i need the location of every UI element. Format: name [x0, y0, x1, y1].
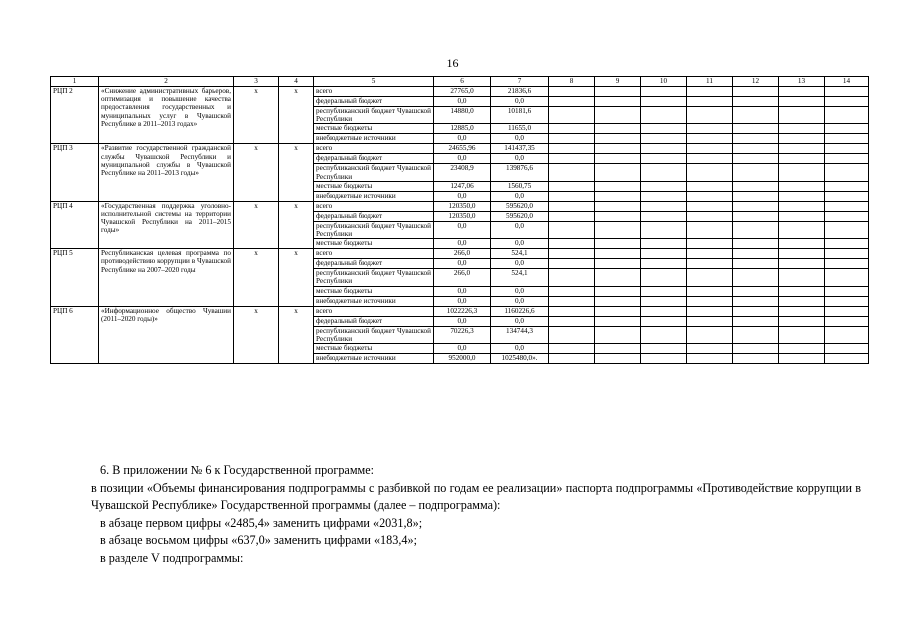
empty-cell: [641, 201, 687, 211]
value-col6: 0,0: [434, 344, 491, 354]
empty-cell: [549, 269, 595, 286]
value-col6: 266,0: [434, 249, 491, 259]
empty-cell: [825, 97, 869, 107]
empty-cell: [825, 201, 869, 211]
empty-cell: [641, 316, 687, 326]
empty-cell: [549, 316, 595, 326]
funding-source: федеральный бюджет: [314, 211, 434, 221]
empty-cell: [595, 286, 641, 296]
empty-cell: [595, 154, 641, 164]
empty-cell: [641, 107, 687, 124]
empty-cell: [641, 221, 687, 238]
empty-cell: [595, 181, 641, 191]
value-col6: 23408,9: [434, 164, 491, 181]
value-col7: 0,0: [491, 316, 549, 326]
empty-cell: [549, 164, 595, 181]
col3-value: х: [234, 306, 279, 363]
empty-cell: [595, 296, 641, 306]
empty-cell: [687, 164, 733, 181]
empty-cell: [549, 144, 595, 154]
empty-cell: [595, 144, 641, 154]
empty-cell: [641, 181, 687, 191]
funding-source: федеральный бюджет: [314, 97, 434, 107]
empty-cell: [641, 154, 687, 164]
empty-cell: [825, 344, 869, 354]
empty-cell: [549, 134, 595, 144]
value-col7: 10181,6: [491, 107, 549, 124]
empty-cell: [549, 249, 595, 259]
empty-cell: [779, 144, 825, 154]
col4-value: х: [279, 249, 314, 306]
empty-cell: [595, 344, 641, 354]
empty-cell: [825, 144, 869, 154]
empty-cell: [687, 286, 733, 296]
empty-cell: [825, 286, 869, 296]
empty-cell: [687, 97, 733, 107]
empty-cell: [825, 221, 869, 238]
empty-cell: [641, 124, 687, 134]
empty-cell: [733, 221, 779, 238]
empty-cell: [595, 269, 641, 286]
empty-cell: [733, 107, 779, 124]
empty-cell: [549, 107, 595, 124]
empty-cell: [733, 249, 779, 259]
page-number: 16: [446, 56, 459, 70]
empty-cell: [595, 221, 641, 238]
funding-source: местные бюджеты: [314, 239, 434, 249]
empty-cell: [733, 191, 779, 201]
empty-cell: [825, 181, 869, 191]
value-col6: 120350,0: [434, 201, 491, 211]
funding-source: республиканский бюджет Чувашской Республики: [314, 269, 434, 286]
value-col6: 24655,96: [434, 144, 491, 154]
empty-cell: [595, 239, 641, 249]
value-col6: 0,0: [434, 286, 491, 296]
empty-cell: [779, 286, 825, 296]
empty-cell: [825, 306, 869, 316]
value-col7: 0,0: [491, 191, 549, 201]
value-col6: 0,0: [434, 221, 491, 238]
funding-table: [50, 76, 869, 364]
empty-cell: [687, 239, 733, 249]
empty-cell: [687, 296, 733, 306]
empty-cell: [641, 134, 687, 144]
empty-cell: [595, 354, 641, 364]
empty-cell: [825, 354, 869, 364]
paragraph: в разделе V подпрограммы:: [100, 550, 244, 565]
value-col7: 524,1: [491, 269, 549, 286]
program-code: РЦП 5: [51, 249, 99, 306]
value-col7: 0,0: [491, 259, 549, 269]
funding-source: всего: [314, 87, 434, 97]
empty-cell: [779, 201, 825, 211]
value-col6: 70226,3: [434, 326, 491, 343]
empty-cell: [595, 249, 641, 259]
empty-cell: [687, 201, 733, 211]
value-col6: 1247,06: [434, 181, 491, 191]
empty-cell: [641, 211, 687, 221]
column-header: 10: [641, 77, 687, 87]
empty-cell: [641, 269, 687, 286]
value-col6: 0,0: [434, 259, 491, 269]
value-col6: 0,0: [434, 296, 491, 306]
empty-cell: [733, 306, 779, 316]
empty-cell: [825, 107, 869, 124]
empty-cell: [733, 124, 779, 134]
empty-cell: [779, 259, 825, 269]
column-header: 14: [825, 77, 869, 87]
empty-cell: [687, 124, 733, 134]
empty-cell: [687, 144, 733, 154]
value-col7: 1160226,6: [491, 306, 549, 316]
empty-cell: [549, 221, 595, 238]
empty-cell: [549, 87, 595, 97]
empty-cell: [641, 354, 687, 364]
value-col7: 139876,6: [491, 164, 549, 181]
value-col7: 1025480,0».: [491, 354, 549, 364]
empty-cell: [733, 286, 779, 296]
empty-cell: [733, 181, 779, 191]
table-row: [51, 87, 869, 97]
empty-cell: [641, 296, 687, 306]
col3-value: х: [234, 87, 279, 144]
empty-cell: [595, 316, 641, 326]
col3-value: х: [234, 249, 279, 306]
empty-cell: [825, 296, 869, 306]
empty-cell: [549, 201, 595, 211]
empty-cell: [595, 191, 641, 201]
empty-cell: [733, 154, 779, 164]
empty-cell: [825, 87, 869, 97]
value-col7: 0,0: [491, 97, 549, 107]
empty-cell: [779, 97, 825, 107]
empty-cell: [825, 191, 869, 201]
empty-cell: [595, 124, 641, 134]
empty-cell: [779, 181, 825, 191]
empty-cell: [825, 326, 869, 343]
column-header: 3: [234, 77, 279, 87]
empty-cell: [595, 87, 641, 97]
value-col7: 0,0: [491, 134, 549, 144]
col4-value: х: [279, 306, 314, 363]
column-header: 4: [279, 77, 314, 87]
empty-cell: [779, 124, 825, 134]
funding-source: федеральный бюджет: [314, 259, 434, 269]
column-header: 7: [491, 77, 549, 87]
empty-cell: [549, 344, 595, 354]
empty-cell: [641, 239, 687, 249]
empty-cell: [641, 87, 687, 97]
paragraph: в позиции «Объемы финансирования подпрограммы с разбивкой по годам ее реализации» паспорта подпрограммы «Противодействие коррупции в Чувашской Республике» Государственной программы (далее – подпрограмма):: [91, 480, 861, 512]
value-col6: 0,0: [434, 97, 491, 107]
funding-source: всего: [314, 201, 434, 211]
column-header: 13: [779, 77, 825, 87]
value-col6: 0,0: [434, 154, 491, 164]
empty-cell: [687, 221, 733, 238]
funding-source: всего: [314, 144, 434, 154]
value-col7: 595620,0: [491, 201, 549, 211]
empty-cell: [733, 144, 779, 154]
empty-cell: [733, 354, 779, 364]
empty-cell: [549, 154, 595, 164]
empty-cell: [687, 211, 733, 221]
funding-source: всего: [314, 306, 434, 316]
empty-cell: [641, 326, 687, 343]
empty-cell: [825, 211, 869, 221]
value-col6: 0,0: [434, 316, 491, 326]
empty-cell: [733, 296, 779, 306]
value-col6: 12885,0: [434, 124, 491, 134]
empty-cell: [549, 191, 595, 201]
empty-cell: [595, 107, 641, 124]
empty-cell: [825, 249, 869, 259]
empty-cell: [549, 239, 595, 249]
empty-cell: [779, 249, 825, 259]
empty-cell: [595, 211, 641, 221]
program-name: «Информационное общество Чувашии (2011–2020 годы)»: [99, 306, 234, 363]
empty-cell: [733, 211, 779, 221]
program-code: РЦП 3: [51, 144, 99, 201]
empty-cell: [733, 164, 779, 181]
empty-cell: [687, 154, 733, 164]
funding-source: республиканский бюджет Чувашской Республики: [314, 107, 434, 124]
empty-cell: [825, 259, 869, 269]
empty-cell: [687, 107, 733, 124]
value-col7: 11655,0: [491, 124, 549, 134]
value-col6: 0,0: [434, 134, 491, 144]
empty-cell: [779, 211, 825, 221]
empty-cell: [779, 87, 825, 97]
column-header: 12: [733, 77, 779, 87]
empty-cell: [779, 154, 825, 164]
empty-cell: [641, 306, 687, 316]
body-text: [91, 462, 861, 567]
value-col6: 14880,0: [434, 107, 491, 124]
empty-cell: [549, 211, 595, 221]
funding-source: местные бюджеты: [314, 286, 434, 296]
value-col7: 0,0: [491, 344, 549, 354]
empty-cell: [687, 191, 733, 201]
program-code: РЦП 6: [51, 306, 99, 363]
empty-cell: [641, 164, 687, 181]
column-header: 1: [51, 77, 99, 87]
empty-cell: [595, 306, 641, 316]
empty-cell: [687, 249, 733, 259]
table-row: [51, 249, 869, 259]
empty-cell: [549, 97, 595, 107]
value-col6: 0,0: [434, 239, 491, 249]
funding-source: внебюджетные источники: [314, 134, 434, 144]
empty-cell: [641, 259, 687, 269]
value-col7: 21836,6: [491, 87, 549, 97]
empty-cell: [595, 164, 641, 181]
col4-value: х: [279, 201, 314, 248]
empty-cell: [687, 344, 733, 354]
program-code: РЦП 4: [51, 201, 99, 248]
empty-cell: [687, 181, 733, 191]
value-col7: 141437,35: [491, 144, 549, 154]
empty-cell: [549, 286, 595, 296]
funding-source: республиканский бюджет Чувашской Республики: [314, 164, 434, 181]
empty-cell: [733, 269, 779, 286]
value-col7: 0,0: [491, 154, 549, 164]
paragraph: 6. В приложении № 6 к Государственной программе:: [100, 463, 375, 477]
paragraph: в абзаце первом цифры «2485,4» заменить цифрами «2031,8»;: [100, 515, 423, 530]
funding-source: федеральный бюджет: [314, 154, 434, 164]
empty-cell: [733, 201, 779, 211]
empty-cell: [595, 134, 641, 144]
empty-cell: [825, 154, 869, 164]
funding-source: местные бюджеты: [314, 344, 434, 354]
empty-cell: [641, 286, 687, 296]
col3-value: х: [234, 144, 279, 201]
value-col6: 952000,0: [434, 354, 491, 364]
program-name: «Снижение административных барьеров, оптимизация и повышение качества предоставления государственных и муниципальных услуг в Чувашской Республике в 2011–2013 годах»: [99, 87, 234, 144]
column-header: 5: [314, 77, 434, 87]
value-col7: 1560,75: [491, 181, 549, 191]
table-row: [51, 201, 869, 211]
col4-value: х: [279, 144, 314, 201]
empty-cell: [825, 134, 869, 144]
empty-cell: [733, 134, 779, 144]
empty-cell: [825, 124, 869, 134]
empty-cell: [779, 191, 825, 201]
value-col7: 0,0: [491, 221, 549, 238]
column-header: 9: [595, 77, 641, 87]
program-name: «Развитие государственной гражданской службы Чувашской Республики и муниципальной службы в Чувашской Республике на 2011–2013 годы»: [99, 144, 234, 201]
value-col7: 0,0: [491, 239, 549, 249]
value-col7: 0,0: [491, 296, 549, 306]
empty-cell: [687, 87, 733, 97]
empty-cell: [779, 316, 825, 326]
empty-cell: [733, 344, 779, 354]
value-col6: 266,0: [434, 269, 491, 286]
funding-source: внебюджетные источники: [314, 296, 434, 306]
empty-cell: [779, 269, 825, 286]
col4-value: х: [279, 87, 314, 144]
empty-cell: [687, 354, 733, 364]
empty-cell: [779, 344, 825, 354]
empty-cell: [825, 269, 869, 286]
column-header: 6: [434, 77, 491, 87]
empty-cell: [595, 259, 641, 269]
value-col7: 595620,0: [491, 211, 549, 221]
empty-cell: [779, 107, 825, 124]
table-row: [51, 306, 869, 316]
empty-cell: [825, 164, 869, 181]
value-col7: 0,0: [491, 286, 549, 296]
empty-cell: [549, 124, 595, 134]
value-col6: 1022226,3: [434, 306, 491, 316]
column-header: 11: [687, 77, 733, 87]
table-row: [51, 144, 869, 154]
empty-cell: [779, 296, 825, 306]
empty-cell: [549, 181, 595, 191]
funding-source: федеральный бюджет: [314, 316, 434, 326]
funding-source: местные бюджеты: [314, 124, 434, 134]
funding-source: внебюджетные источники: [314, 191, 434, 201]
empty-cell: [687, 269, 733, 286]
value-col6: 27765,0: [434, 87, 491, 97]
program-name: «Государственная поддержка уголовно-исполнительной системы на территории Чувашской Республики на 2011–2015 годы»: [99, 201, 234, 248]
funding-source: республиканский бюджет Чувашской Республики: [314, 221, 434, 238]
empty-cell: [641, 97, 687, 107]
funding-source: всего: [314, 249, 434, 259]
funding-source: республиканский бюджет Чувашской Республики: [314, 326, 434, 343]
empty-cell: [825, 316, 869, 326]
empty-cell: [549, 354, 595, 364]
empty-cell: [687, 134, 733, 144]
value-col7: 524,1: [491, 249, 549, 259]
table-header-row: [51, 77, 869, 87]
empty-cell: [641, 144, 687, 154]
column-header: 8: [549, 77, 595, 87]
empty-cell: [595, 326, 641, 343]
empty-cell: [549, 306, 595, 316]
empty-cell: [733, 326, 779, 343]
empty-cell: [779, 326, 825, 343]
empty-cell: [549, 326, 595, 343]
empty-cell: [779, 354, 825, 364]
empty-cell: [641, 249, 687, 259]
column-header: 2: [99, 77, 234, 87]
empty-cell: [595, 97, 641, 107]
empty-cell: [825, 239, 869, 249]
empty-cell: [779, 134, 825, 144]
empty-cell: [779, 164, 825, 181]
empty-cell: [549, 259, 595, 269]
program-code: РЦП 2: [51, 87, 99, 144]
funding-source: местные бюджеты: [314, 181, 434, 191]
empty-cell: [641, 191, 687, 201]
empty-cell: [549, 296, 595, 306]
empty-cell: [779, 221, 825, 238]
empty-cell: [733, 97, 779, 107]
empty-cell: [733, 316, 779, 326]
empty-cell: [687, 259, 733, 269]
empty-cell: [595, 201, 641, 211]
empty-cell: [733, 239, 779, 249]
value-col6: 0,0: [434, 191, 491, 201]
col3-value: х: [234, 201, 279, 248]
empty-cell: [779, 239, 825, 249]
empty-cell: [687, 326, 733, 343]
funding-source: внебюджетные источники: [314, 354, 434, 364]
empty-cell: [779, 306, 825, 316]
empty-cell: [687, 306, 733, 316]
program-name: Республиканская целевая программа по противодействию коррупции в Чувашской Республике на 2007–2020 годы: [99, 249, 234, 306]
empty-cell: [641, 344, 687, 354]
paragraph: в абзаце восьмом цифры «637,0» заменить цифрами «183,4»;: [100, 533, 417, 547]
empty-cell: [687, 316, 733, 326]
value-col6: 120350,0: [434, 211, 491, 221]
value-col7: 134744,3: [491, 326, 549, 343]
empty-cell: [733, 87, 779, 97]
empty-cell: [733, 259, 779, 269]
